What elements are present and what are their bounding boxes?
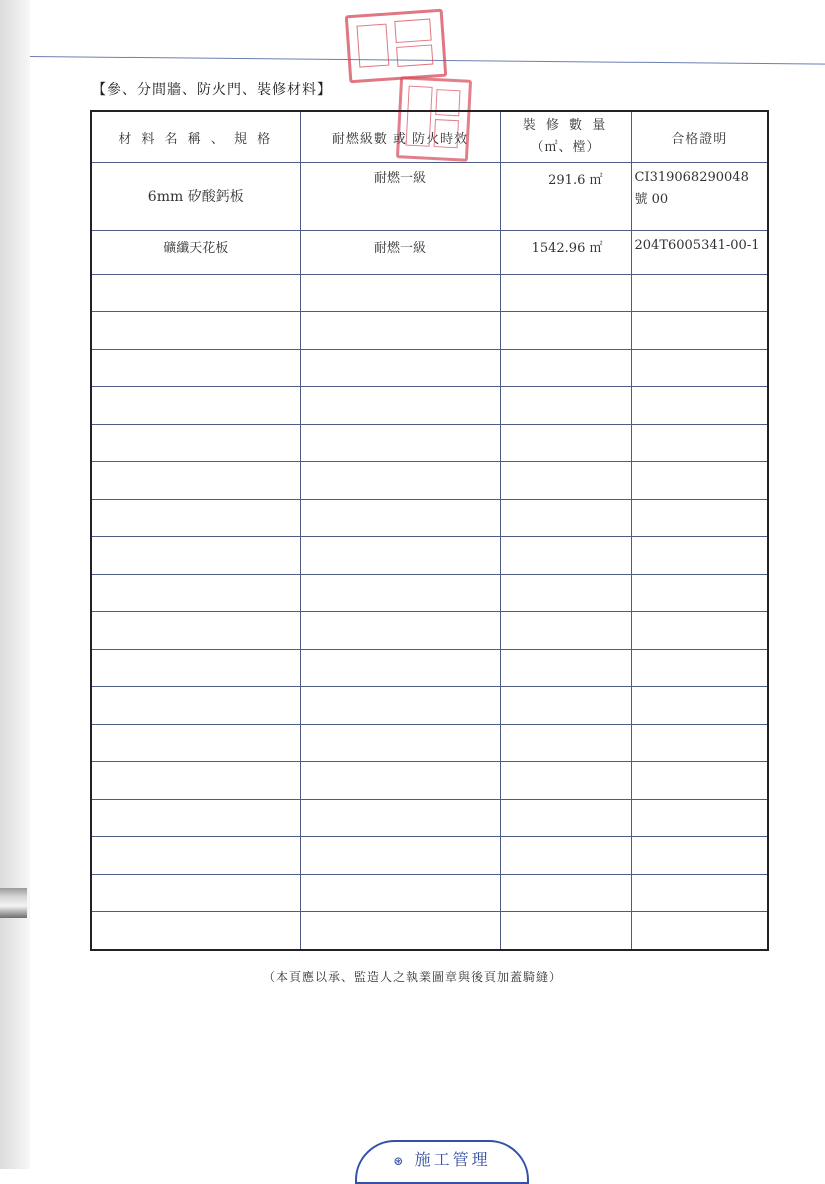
empty-row: [91, 349, 768, 387]
header-material-name: 材 料 名 稱 、 規 格: [91, 111, 300, 163]
cell-material-name: 礦纖天花板: [91, 230, 300, 274]
cell-quantity: 1542.96 ㎡: [500, 230, 631, 274]
header-fire-rating: 耐燃級數 或 防火時效: [300, 111, 500, 163]
scan-left-edge: [0, 0, 30, 1169]
footer-note: （本頁應以承、監造人之執業圖章與後頁加蓋騎縫）: [262, 970, 562, 984]
header-quantity-line1: 裝 修 數 量: [522, 118, 609, 133]
empty-row: [91, 724, 768, 762]
cell-material-name: 6mm 矽酸鈣板: [91, 163, 300, 231]
empty-row: [91, 837, 768, 875]
table-row: [91, 163, 768, 231]
emblem-icon: ⊛: [393, 1154, 407, 1168]
materials-table: [90, 110, 769, 951]
cell-certificate: 204T6005341-00-1: [631, 230, 768, 274]
empty-row: [91, 649, 768, 687]
red-seal-large: [345, 9, 448, 84]
cell-certificate: [631, 163, 768, 231]
cell-quantity: 291.6 ㎡: [500, 163, 631, 231]
empty-row: [91, 537, 768, 575]
empty-row: [91, 499, 768, 537]
empty-row: [91, 612, 768, 650]
cell-fire-rating: 耐燃一級: [300, 163, 500, 231]
header-certificate: 合格證明: [631, 111, 768, 163]
empty-row: [91, 687, 768, 725]
empty-row: [91, 799, 768, 837]
table-row: [91, 230, 768, 274]
empty-row: [91, 424, 768, 462]
empty-row: [91, 912, 768, 950]
cell-fire-rating: 耐燃一級: [300, 230, 500, 274]
scan-binding-mark: [0, 888, 27, 918]
section-title: 【參、分間牆、防火門、裝修材料】: [92, 82, 332, 98]
empty-row: [91, 762, 768, 800]
blue-stamp: [355, 1140, 529, 1184]
cert-number: CI319068290048: [634, 170, 749, 185]
header-quantity: [500, 111, 631, 163]
table-header-row: [91, 111, 768, 163]
empty-row: [91, 312, 768, 350]
empty-row: [91, 874, 768, 912]
empty-row: [91, 462, 768, 500]
blue-stamp-text: 施工管理: [414, 1150, 491, 1169]
header-quantity-line2: （㎡、樘）: [530, 140, 601, 155]
empty-row: [91, 274, 768, 312]
empty-row: [91, 574, 768, 612]
cert-number-suffix: 號 00: [634, 192, 669, 207]
empty-row: [91, 387, 768, 425]
